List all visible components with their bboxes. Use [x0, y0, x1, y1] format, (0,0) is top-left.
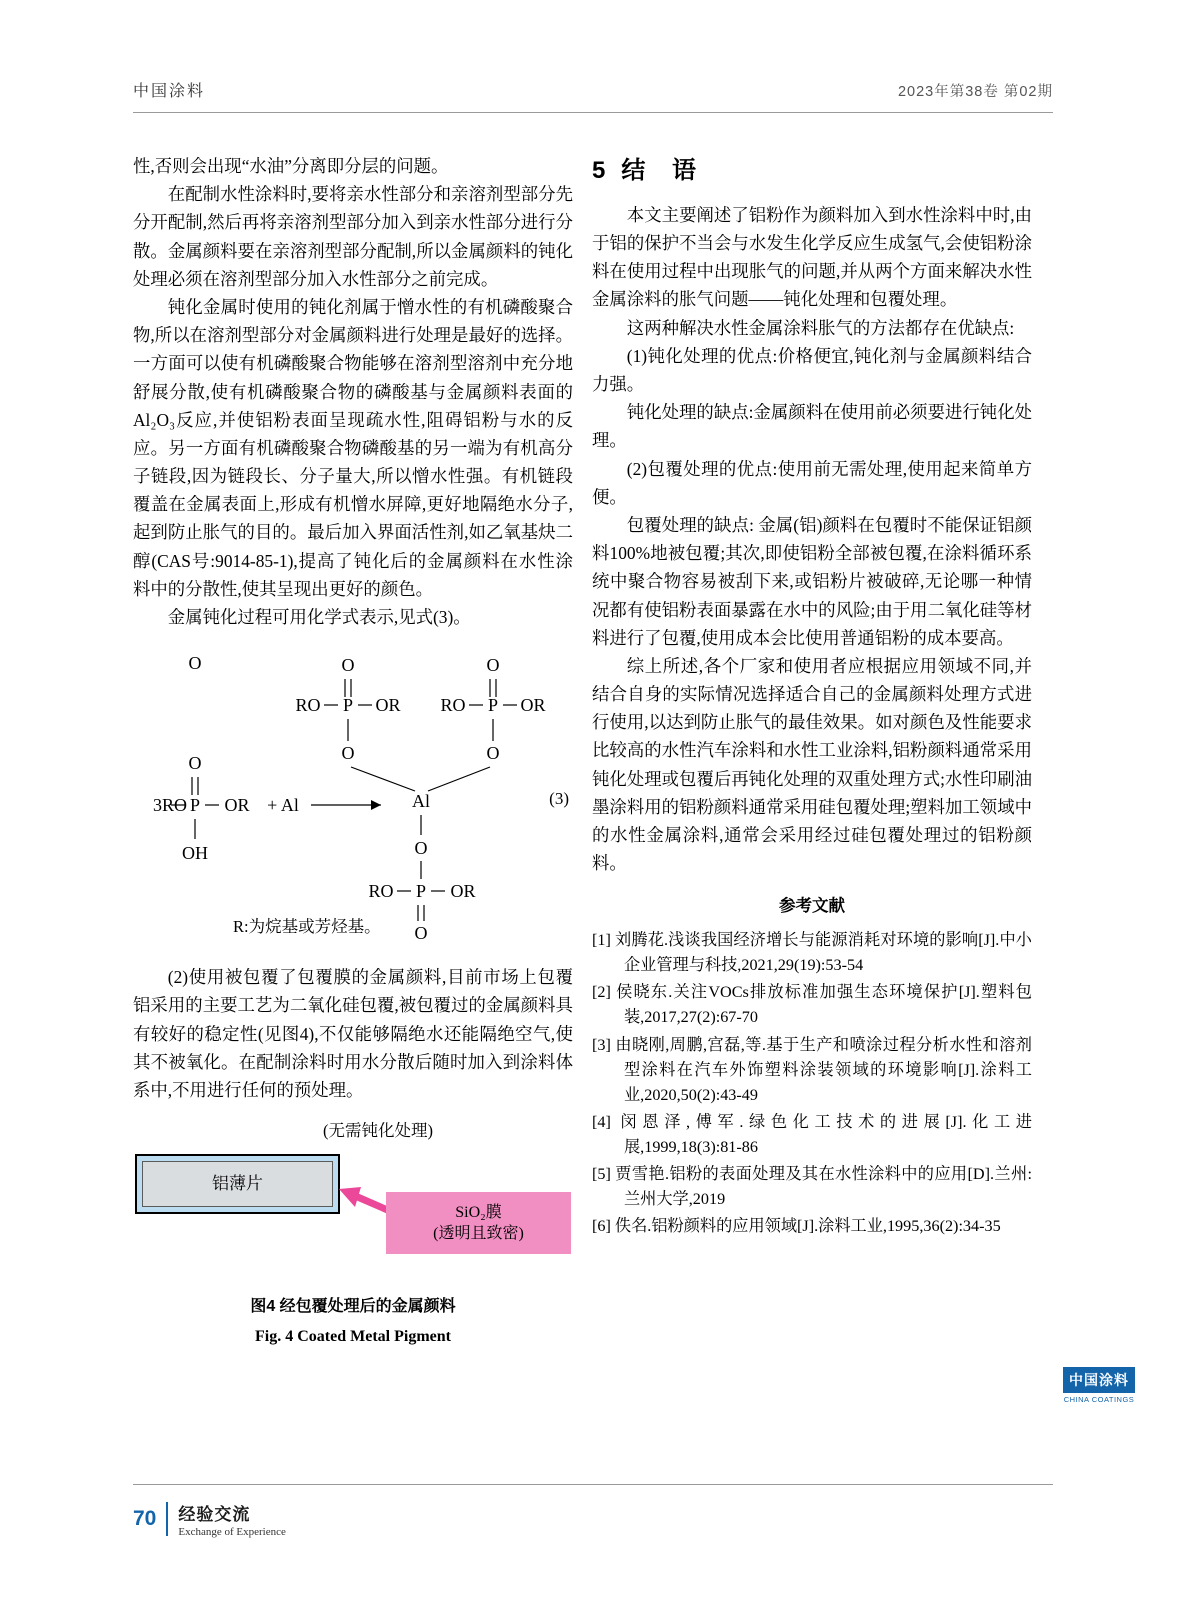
issue-info: 2023年第38卷 第02期: [897, 84, 1053, 100]
paragraph: 包覆处理的缺点: 金属(铝)颜料在包覆时不能保证铝颜料100%地被包覆;其次,即使铝粉全部被包覆,在涂料循环系统中聚合物容易被刮下来,或铝粉片被破碎,无论哪一种情况都有使铝粉表面暴露在水中的风险;由于用二氧化硅等材料进行了包覆,使用成本会比使用普通铝粉的成本要高。: [592, 514, 1032, 648]
journal-name: 中国涂料: [133, 83, 206, 100]
paragraph: (2)使用被包覆了包覆膜的金属颜料,目前市场上包覆铝采用的主要工艺为二氧化硅包覆,被包覆过的金属颜料具有较好的稳定性(见图4),不仅能够隔绝水还能隔绝空气,使其不被氧化。在配制涂料时用水分散后随时加入到涂料体系中,不用进行任何的预处理。: [133, 967, 573, 1100]
svg-text:O: O: [341, 655, 355, 676]
section-title: 结 语: [621, 157, 707, 184]
reference-item: [3] 由晓刚,周鹏,宫磊,等.基于生产和喷涂过程分析水性和溶剂型涂料在汽车外饰塑料涂装领域的环境影响[J].涂料工业,2020,50(2):43-49: [592, 1035, 1032, 1104]
page-number: 70: [133, 1507, 157, 1530]
formula-note: R:为烷基或芳烃基。: [233, 917, 381, 937]
svg-text:P: P: [415, 881, 427, 902]
reference-item: [5] 贾雪艳.铝粉的表面处理及其在水性涂料中的应用[D].兰州:兰州大学,2019: [592, 1165, 1032, 1209]
svg-text:RO: RO: [295, 695, 321, 716]
footer-divider: [133, 1484, 1053, 1485]
paragraph: 钝化金属时使用的钝化剂属于憎水性的有机磷酸聚合物,所以在溶剂型部分对金属颜料进行处理是最好的选择。一方面可以使有机磷酸聚合物能够在溶剂型溶剂中充分地舒展分散,使有机磷酸聚合物的磷酸基与金属颜料表面的Al₂O₃反应,并使铝粉表面呈现疏水性,阻碍铝粉与水的反应。另一方面有机磷酸聚合物磷酸基的另一端为有机高分子链段,因为链段长、分子量大,所以憎水性强。有机链段覆盖在金属表面上,形成有机憎水屏障,更好地隔绝水分子,起到防止胀气的目的。最后加入界面活性剂,如乙氧基炔二醇(CAS号:9014-85-1),提高了钝化后的金属颜料在水性涂料中的分散性,使其呈现出更好的颜色。: [133, 296, 573, 599]
paragraph: 这两种解决水性金属涂料胀气的方法都存在优缺点:: [626, 317, 1015, 338]
svg-text:OR: OR: [224, 795, 250, 816]
publisher-logo-cn: 中国涂料: [1063, 1367, 1135, 1393]
svg-text:P: P: [342, 695, 354, 716]
reference-item: [6] 佚名.铝粉颜料的应用领域[J].涂料工业,1995,36(2):34-35: [592, 1217, 1001, 1236]
footer-section: [178, 1500, 286, 1538]
figure-4: [133, 1118, 573, 1286]
formula-number: (3): [549, 789, 569, 809]
footer-section-cn: 经验交流: [178, 1505, 251, 1524]
paragraph: 金属钝化过程可用化学式表示,见式(3)。: [167, 607, 471, 627]
svg-text:+ Al: + Al: [267, 795, 299, 816]
figure-4-no-passivation-label: (无需钝化处理): [323, 1121, 433, 1141]
formula-diagram: [133, 649, 573, 949]
paragraph: 在配制水性涂料时,要将亲水性部分和亲溶剂型部分先分开配制,然后再将亲溶剂型部分加入到亲水性部分进行分散。金属颜料要在亲溶剂型部分配制,所以金属颜料的钝化处理必须在溶剂型部分加入水性部分之前完成。: [133, 184, 573, 289]
publisher-logo: [1063, 1367, 1135, 1404]
paragraph: (1)钝化处理的优点:价格便宜,钝化剂与金属颜料结合力强。: [592, 345, 1032, 394]
header-divider: [133, 112, 1053, 113]
svg-text:P: P: [189, 795, 201, 816]
paragraph: 钝化处理的缺点:金属颜料在使用前必须要进行钝化处理。: [592, 402, 1032, 451]
paragraph: 性,否则会出现“水油”分离即分层的问题。: [133, 156, 449, 176]
publisher-logo-en: CHINA COATINGS: [1063, 1395, 1135, 1404]
references-title: 参考文献: [779, 897, 845, 916]
svg-text:OH: OH: [182, 843, 208, 864]
figure-4-caption-cn: 图4 经包覆处理后的金属颜料: [250, 1298, 456, 1316]
reference-item: [2] 侯晓东.关注VOCs排放标准加强生态环境保护[J].塑料包装,2017,27(2):67-70: [592, 983, 1032, 1027]
footer-section-en: Exchange of Experience: [178, 1526, 286, 1538]
svg-text:O: O: [486, 743, 500, 764]
section-heading: [592, 152, 1032, 191]
svg-text:OR: OR: [520, 695, 546, 716]
svg-text:Al: Al: [412, 791, 430, 812]
svg-text:O: O: [188, 653, 202, 674]
svg-text:O: O: [188, 753, 202, 774]
svg-text:O: O: [414, 838, 428, 859]
svg-text:3RO: 3RO: [153, 795, 188, 816]
left-column: [133, 152, 573, 1350]
paragraph: 综上所述,各个厂家和使用者应根据应用领域不同,并结合自身的实际情况选择适合自己的金属颜料处理方式进行使用,以达到防止胀气的最佳效果。如对颜色及性能要求比较高的水性汽车涂料和水性工业涂料,铝粉颜料通常采用钝化处理或包覆后再钝化处理的双重处理方式;水性印刷油墨涂料用的铝粉颜料通常采用硅包覆处理;塑料加工领域中的水性金属涂料,通常会采用经过硅包覆处理过的铝粉颜料。: [592, 655, 1032, 874]
svg-text:OR: OR: [450, 881, 476, 902]
svg-text:O: O: [341, 743, 355, 764]
page-header: [133, 78, 1053, 101]
sio2-film-label: SiO₂膜: [455, 1203, 502, 1221]
svg-text:P: P: [487, 695, 499, 716]
section-number: 5: [592, 157, 608, 184]
reference-item: [4] 闵恩泽,傅军.绿色化工技术的进展[J].化工进展,1999,18(3):81-86: [592, 1112, 1032, 1156]
svg-text:RO: RO: [440, 695, 466, 716]
right-column: [592, 152, 1032, 1241]
aluminium-foil-label: 铝薄片: [142, 1161, 333, 1207]
paragraph: 本文主要阐述了铝粉作为颜料加入到水性涂料中时,由于铝的保护不当会与水发生化学反应生成氢气,会使铝粉涂料在使用过程中出现胀气的问题,并从两个方面来解决水性金属涂料的胀气问题——钝化处理和包覆处理。: [592, 204, 1032, 310]
footer-accent-bar: [166, 1502, 168, 1536]
svg-text:O: O: [486, 655, 500, 676]
reference-item: [1] 刘腾花.浅谈我国经济增长与能源消耗对环境的影响[J].中小企业管理与科技,2021,29(19):53-54: [592, 931, 1032, 975]
svg-text:RO: RO: [368, 881, 394, 902]
sio2-film-desc: (透明且致密): [433, 1225, 524, 1243]
sio2-film-callout: [386, 1192, 571, 1254]
svg-text:OR: OR: [375, 695, 401, 716]
figure-4-caption: [133, 1294, 573, 1350]
aluminium-foil-box: [135, 1154, 340, 1214]
figure-4-caption-en: Fig. 4 Coated Metal Pigment: [255, 1328, 451, 1346]
paragraph: (2)包覆处理的优点:使用前无需处理,使用起来简单方便。: [592, 458, 1032, 507]
page-footer: [133, 1500, 286, 1538]
svg-text:O: O: [414, 923, 428, 944]
chemical-formula-3: [133, 649, 573, 949]
